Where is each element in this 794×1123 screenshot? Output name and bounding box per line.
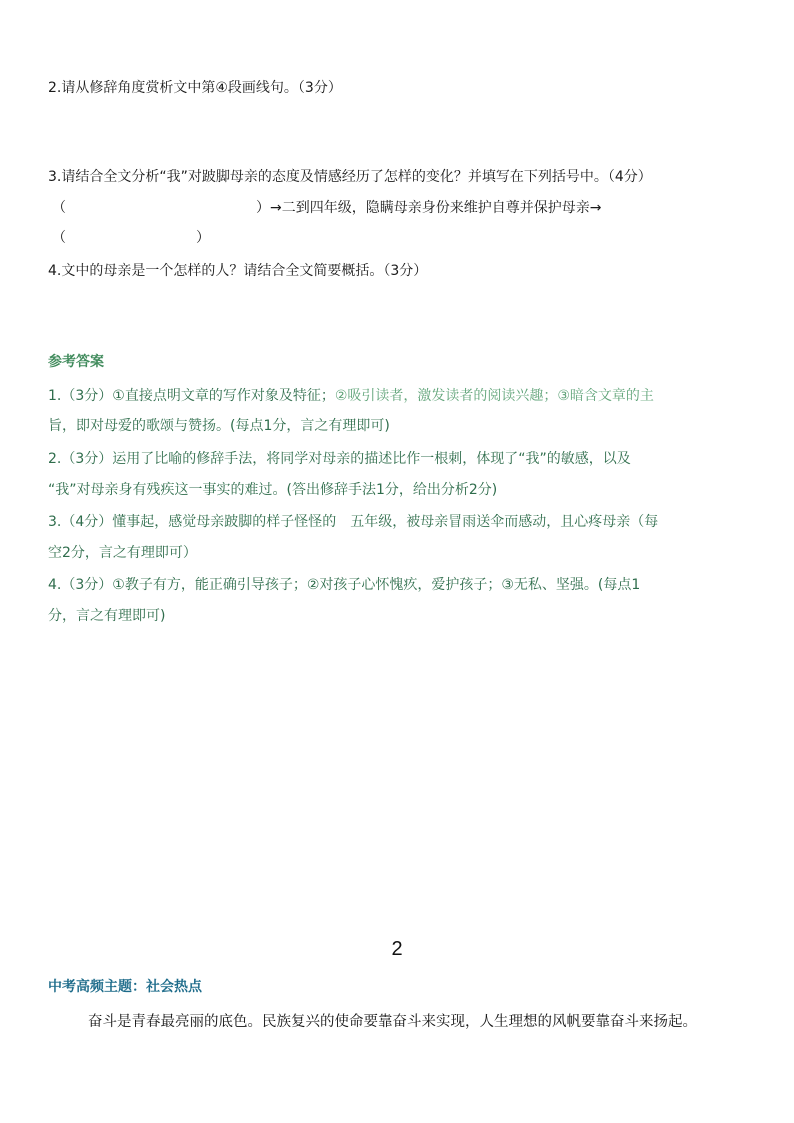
answer-1-line-1 bbox=[48, 386, 654, 406]
answer-1-line-2: 旨，即对母爱的歌颂与赞扬。(每点1分，言之有理即可) bbox=[48, 418, 390, 434]
question-3: 3.请结合全文分析“我”对跛脚母亲的态度及情感经历了怎样的变化？并填写在下列括号中。（4分） bbox=[48, 169, 652, 185]
answer-3-line-1: 3.（4分）懂事起，感觉母亲跛脚的样子怪怪的 五年级，被母亲冒雨送伞而感动，且心疼母亲（每 bbox=[48, 514, 659, 530]
answer-1-part-b: ②吸引读者，激发读者的阅读兴趣；③暗含文章的主 bbox=[334, 388, 654, 404]
question-3-blank-2-line bbox=[52, 228, 210, 248]
answer-3-line-2: 空2分，言之有理即可） bbox=[48, 545, 197, 561]
topic-heading: 中考高频主题：社会热点 bbox=[48, 979, 202, 995]
answer-4-line-1: 4.（3分）①教子有方，能正确引导孩子；②对孩子心怀愧疚，爱护孩子；③无私、坚强。(每点1 bbox=[48, 577, 641, 593]
answers-heading: 参考答案 bbox=[48, 354, 104, 370]
answer-1-part-a: 1.（3分）①直接点明文章的写作对象及特征； bbox=[48, 388, 335, 404]
question-3-blank-1-line bbox=[52, 198, 601, 218]
question-4: 4.文中的母亲是一个怎样的人？请结合全文简要概括。（3分） bbox=[48, 263, 428, 279]
answer-2-line-1: 2.（3分）运用了比喻的修辞手法，将同学对母亲的描述比作一根刺，体现了“我”的敏感，以及 bbox=[48, 451, 631, 467]
bracket-open: （ bbox=[52, 200, 66, 216]
answer-2-line-2: “我”对母亲身有残疾这一事实的难过。(答出修辞手法1分，给出分析2分) bbox=[48, 482, 498, 498]
bracket-close: ） bbox=[196, 230, 210, 246]
topic-body-text: 奋斗是青春最亮丽的底色。民族复兴的使命要靠奋斗来实现，人生理想的风帆要靠奋斗来扬起。 bbox=[88, 1014, 697, 1030]
bracket-open: （ bbox=[52, 230, 66, 246]
answer-4-line-2: 分，言之有理即可) bbox=[48, 608, 166, 624]
question-3-middle: ）→二到四年级，隐瞒母亲身份来维护自尊并保护母亲→ bbox=[256, 200, 602, 216]
page-number: 2 bbox=[391, 938, 403, 960]
question-2: 2.请从修辞角度赏析文中第④段画线句。（3分） bbox=[48, 80, 342, 96]
